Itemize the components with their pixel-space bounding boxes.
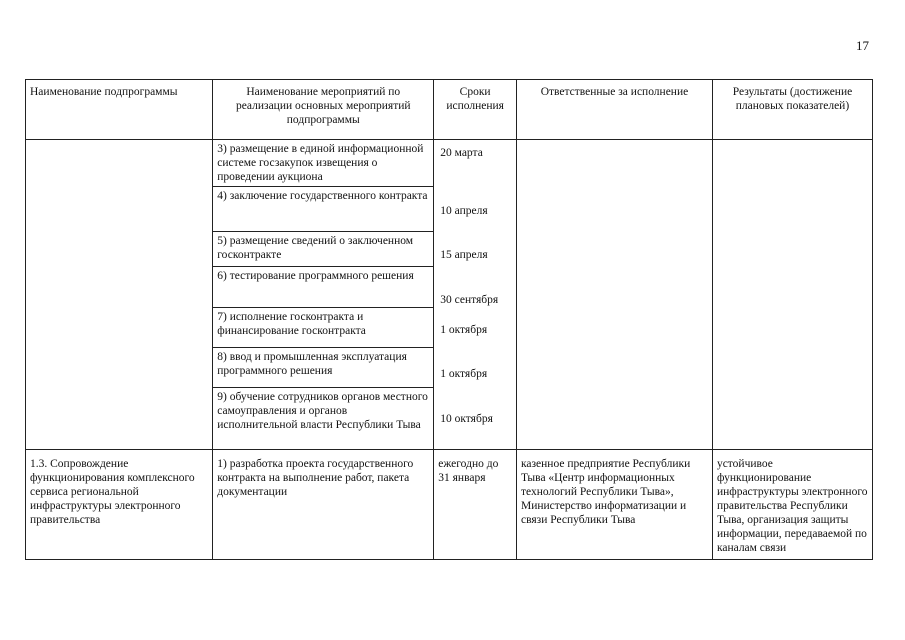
- activity-cell: 3) размещение в единой информационной системе госзакупок извещения о проведении аукциона: [213, 140, 434, 187]
- date-item: 10 октября: [440, 413, 493, 425]
- subprogram-cell-empty: [26, 140, 213, 450]
- activity-cell: 1) разработка проекта государственного контракта на выполнение работ, пакета документации: [213, 450, 434, 560]
- table-row: [26, 140, 873, 187]
- table-row: [26, 450, 873, 560]
- dates-cell: [434, 140, 517, 450]
- activity-cell: 7) исполнение госконтракта и финансирование госконтракта: [213, 308, 434, 348]
- program-table: [25, 79, 873, 560]
- date-item: 10 апреля: [440, 205, 488, 217]
- responsible-cell-empty: [516, 140, 712, 450]
- date-item: 1 октября: [440, 324, 488, 336]
- subprogram-cell: 1.3. Сопровождение функционирования комплексного сервиса региональной инфраструктуры электронного правительства: [26, 450, 213, 560]
- date-item: 1 октября: [440, 368, 488, 380]
- activity-cell: 8) ввод и промышленная эксплуатация программного решения: [213, 348, 434, 388]
- header-results: Результаты (достижение плановых показателей): [712, 80, 872, 140]
- header-row: [26, 80, 873, 140]
- activity-cell: 9) обучение сотрудников органов местного самоуправления и органов исполнительной власти Республики Тыва: [213, 388, 434, 450]
- date-item: 30 сентября: [440, 294, 499, 306]
- activity-cell: 4) заключение государственного контракта: [213, 187, 434, 232]
- activity-cell: 6) тестирование программного решения: [213, 267, 434, 308]
- header-responsible: Ответственные за исполнение: [516, 80, 712, 140]
- date-item: 15 апреля: [440, 249, 488, 261]
- header-subprogram: Наименование подпрограммы: [26, 80, 213, 140]
- responsible-cell: казенное предприятие Республики Тыва «Центр информационных технологий Республики Тыва», Министерство информатизации и связи Республики Тыва: [516, 450, 712, 560]
- header-activities: Наименование мероприятий по реализации основных мероприятий подпрограммы: [213, 80, 434, 140]
- page-number: 17: [856, 38, 869, 53]
- activity-cell: 5) размещение сведений о заключенном госконтракте: [213, 232, 434, 267]
- date-item: 20 марта: [440, 147, 483, 159]
- header-deadlines: Сроки исполнения: [434, 80, 517, 140]
- result-cell: устойчивое функционирование инфраструктуры электронного правительства Республики Тыва, организация защиты информации, передаваемой по каналам связи: [712, 450, 872, 560]
- results-cell-empty: [712, 140, 872, 450]
- deadline-cell: ежегодно до 31 января: [434, 450, 517, 560]
